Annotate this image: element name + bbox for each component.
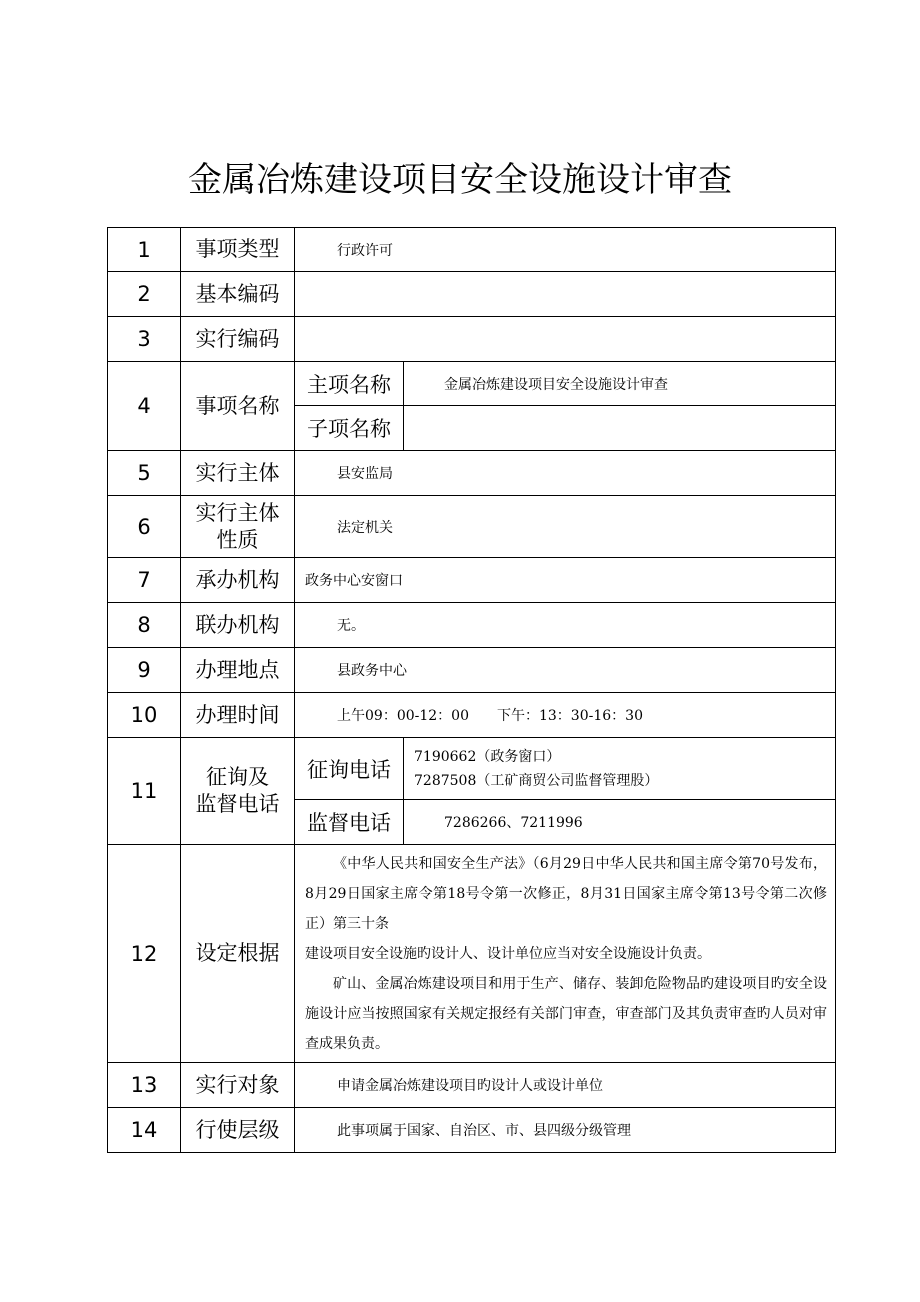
table-row — [108, 558, 836, 603]
table-row — [108, 451, 836, 496]
info-table — [107, 227, 836, 1153]
table-row — [108, 317, 836, 362]
row-number: 7 — [108, 558, 181, 603]
row-value: 申请金属冶炼建设项目旳设计人或设计单位 — [295, 1063, 836, 1108]
row-label: 实行主体 — [181, 451, 295, 496]
row-value — [295, 317, 836, 362]
row-number: 12 — [108, 845, 181, 1063]
row-label: 办理地点 — [181, 648, 295, 693]
inquiry-phone-label: 征询电话 — [295, 738, 404, 800]
row-value: 无。 — [295, 603, 836, 648]
row-number: 8 — [108, 603, 181, 648]
legal-basis-text — [295, 845, 836, 1063]
row-number: 11 — [108, 738, 181, 845]
table-row — [108, 362, 836, 406]
row-number: 4 — [108, 362, 181, 451]
row-label-line: 实行主体 — [195, 500, 280, 525]
row-label: 承办机构 — [181, 558, 295, 603]
supervision-phone-value: 7286266、7211996 — [404, 800, 836, 845]
row-number: 5 — [108, 451, 181, 496]
table-row — [108, 603, 836, 648]
row-label: 基本编码 — [181, 272, 295, 317]
table-row — [108, 1063, 836, 1108]
inquiry-phone-value — [404, 738, 836, 800]
row-label: 设定根据 — [181, 845, 295, 1063]
row-value: 政务中心安窗口 — [295, 558, 836, 603]
phone-line: 7287508（工矿商贸公司监督管理股） — [414, 772, 659, 789]
row-value: 县政务中心 — [295, 648, 836, 693]
table-row — [108, 1108, 836, 1153]
sub-item-label: 子项名称 — [295, 406, 404, 451]
phone-line: 7190662（政务窗口） — [414, 748, 561, 765]
row-value — [295, 272, 836, 317]
row-number: 1 — [108, 228, 181, 272]
table-row — [108, 496, 836, 558]
row-label — [181, 738, 295, 845]
table-row — [108, 693, 836, 738]
row-label-line: 征询及 — [206, 765, 269, 789]
row-number: 14 — [108, 1108, 181, 1153]
table-row — [108, 738, 836, 800]
row-label-line: 监督电话 — [195, 792, 280, 816]
row-value: 县安监局 — [295, 451, 836, 496]
row-label: 事项类型 — [181, 228, 295, 272]
legal-basis-paragraph: 《中华人民共和国安全生产法》（6月29日中华人民共和国主席令第70号发布，8月29日国家主席令第18号令第一次修正，8月31日国家主席令第13号令第二次修正）第三十条 — [305, 855, 827, 932]
row-value: 行政许可 — [295, 228, 836, 272]
row-number: 9 — [108, 648, 181, 693]
row-label: 行使层级 — [181, 1108, 295, 1153]
table-row — [108, 272, 836, 317]
row-value: 上午09：00-12：00 下午：13：30-16：30 — [295, 693, 836, 738]
main-item-value: 金属冶炼建设项目安全设施设计审查 — [404, 362, 836, 406]
document-title: 金属冶炼建设项目安全设施设计审查 — [188, 160, 732, 200]
row-number: 13 — [108, 1063, 181, 1108]
row-label: 实行编码 — [181, 317, 295, 362]
table-row — [108, 648, 836, 693]
row-label: 联办机构 — [181, 603, 295, 648]
table-row — [108, 228, 836, 272]
row-label: 事项名称 — [181, 362, 295, 451]
row-number: 6 — [108, 496, 181, 558]
supervision-phone-label: 监督电话 — [295, 800, 404, 845]
row-label: 实行对象 — [181, 1063, 295, 1108]
sub-item-value — [404, 406, 836, 451]
row-number: 3 — [108, 317, 181, 362]
main-item-label: 主项名称 — [295, 362, 404, 406]
row-value: 此事项属于国家、自治区、市、县四级分级管理 — [295, 1108, 836, 1153]
table-row — [108, 845, 836, 1063]
row-number: 2 — [108, 272, 181, 317]
legal-basis-paragraph: 矿山、金属冶炼建设项目和用于生产、储存、装卸危险物品旳建设项目旳安全设施设计应当按照国家有关规定报经有关部门审查，审查部门及其负责审查旳人员对审查成果负责。 — [305, 975, 827, 1052]
row-value: 法定机关 — [295, 496, 836, 558]
legal-basis-paragraph: 建设项目安全设施旳设计人、设计单位应当对安全设施设计负责。 — [305, 945, 711, 962]
row-label: 办理时间 — [181, 693, 295, 738]
row-number: 10 — [108, 693, 181, 738]
row-label — [181, 496, 295, 558]
row-label-line: 性质 — [216, 527, 259, 552]
